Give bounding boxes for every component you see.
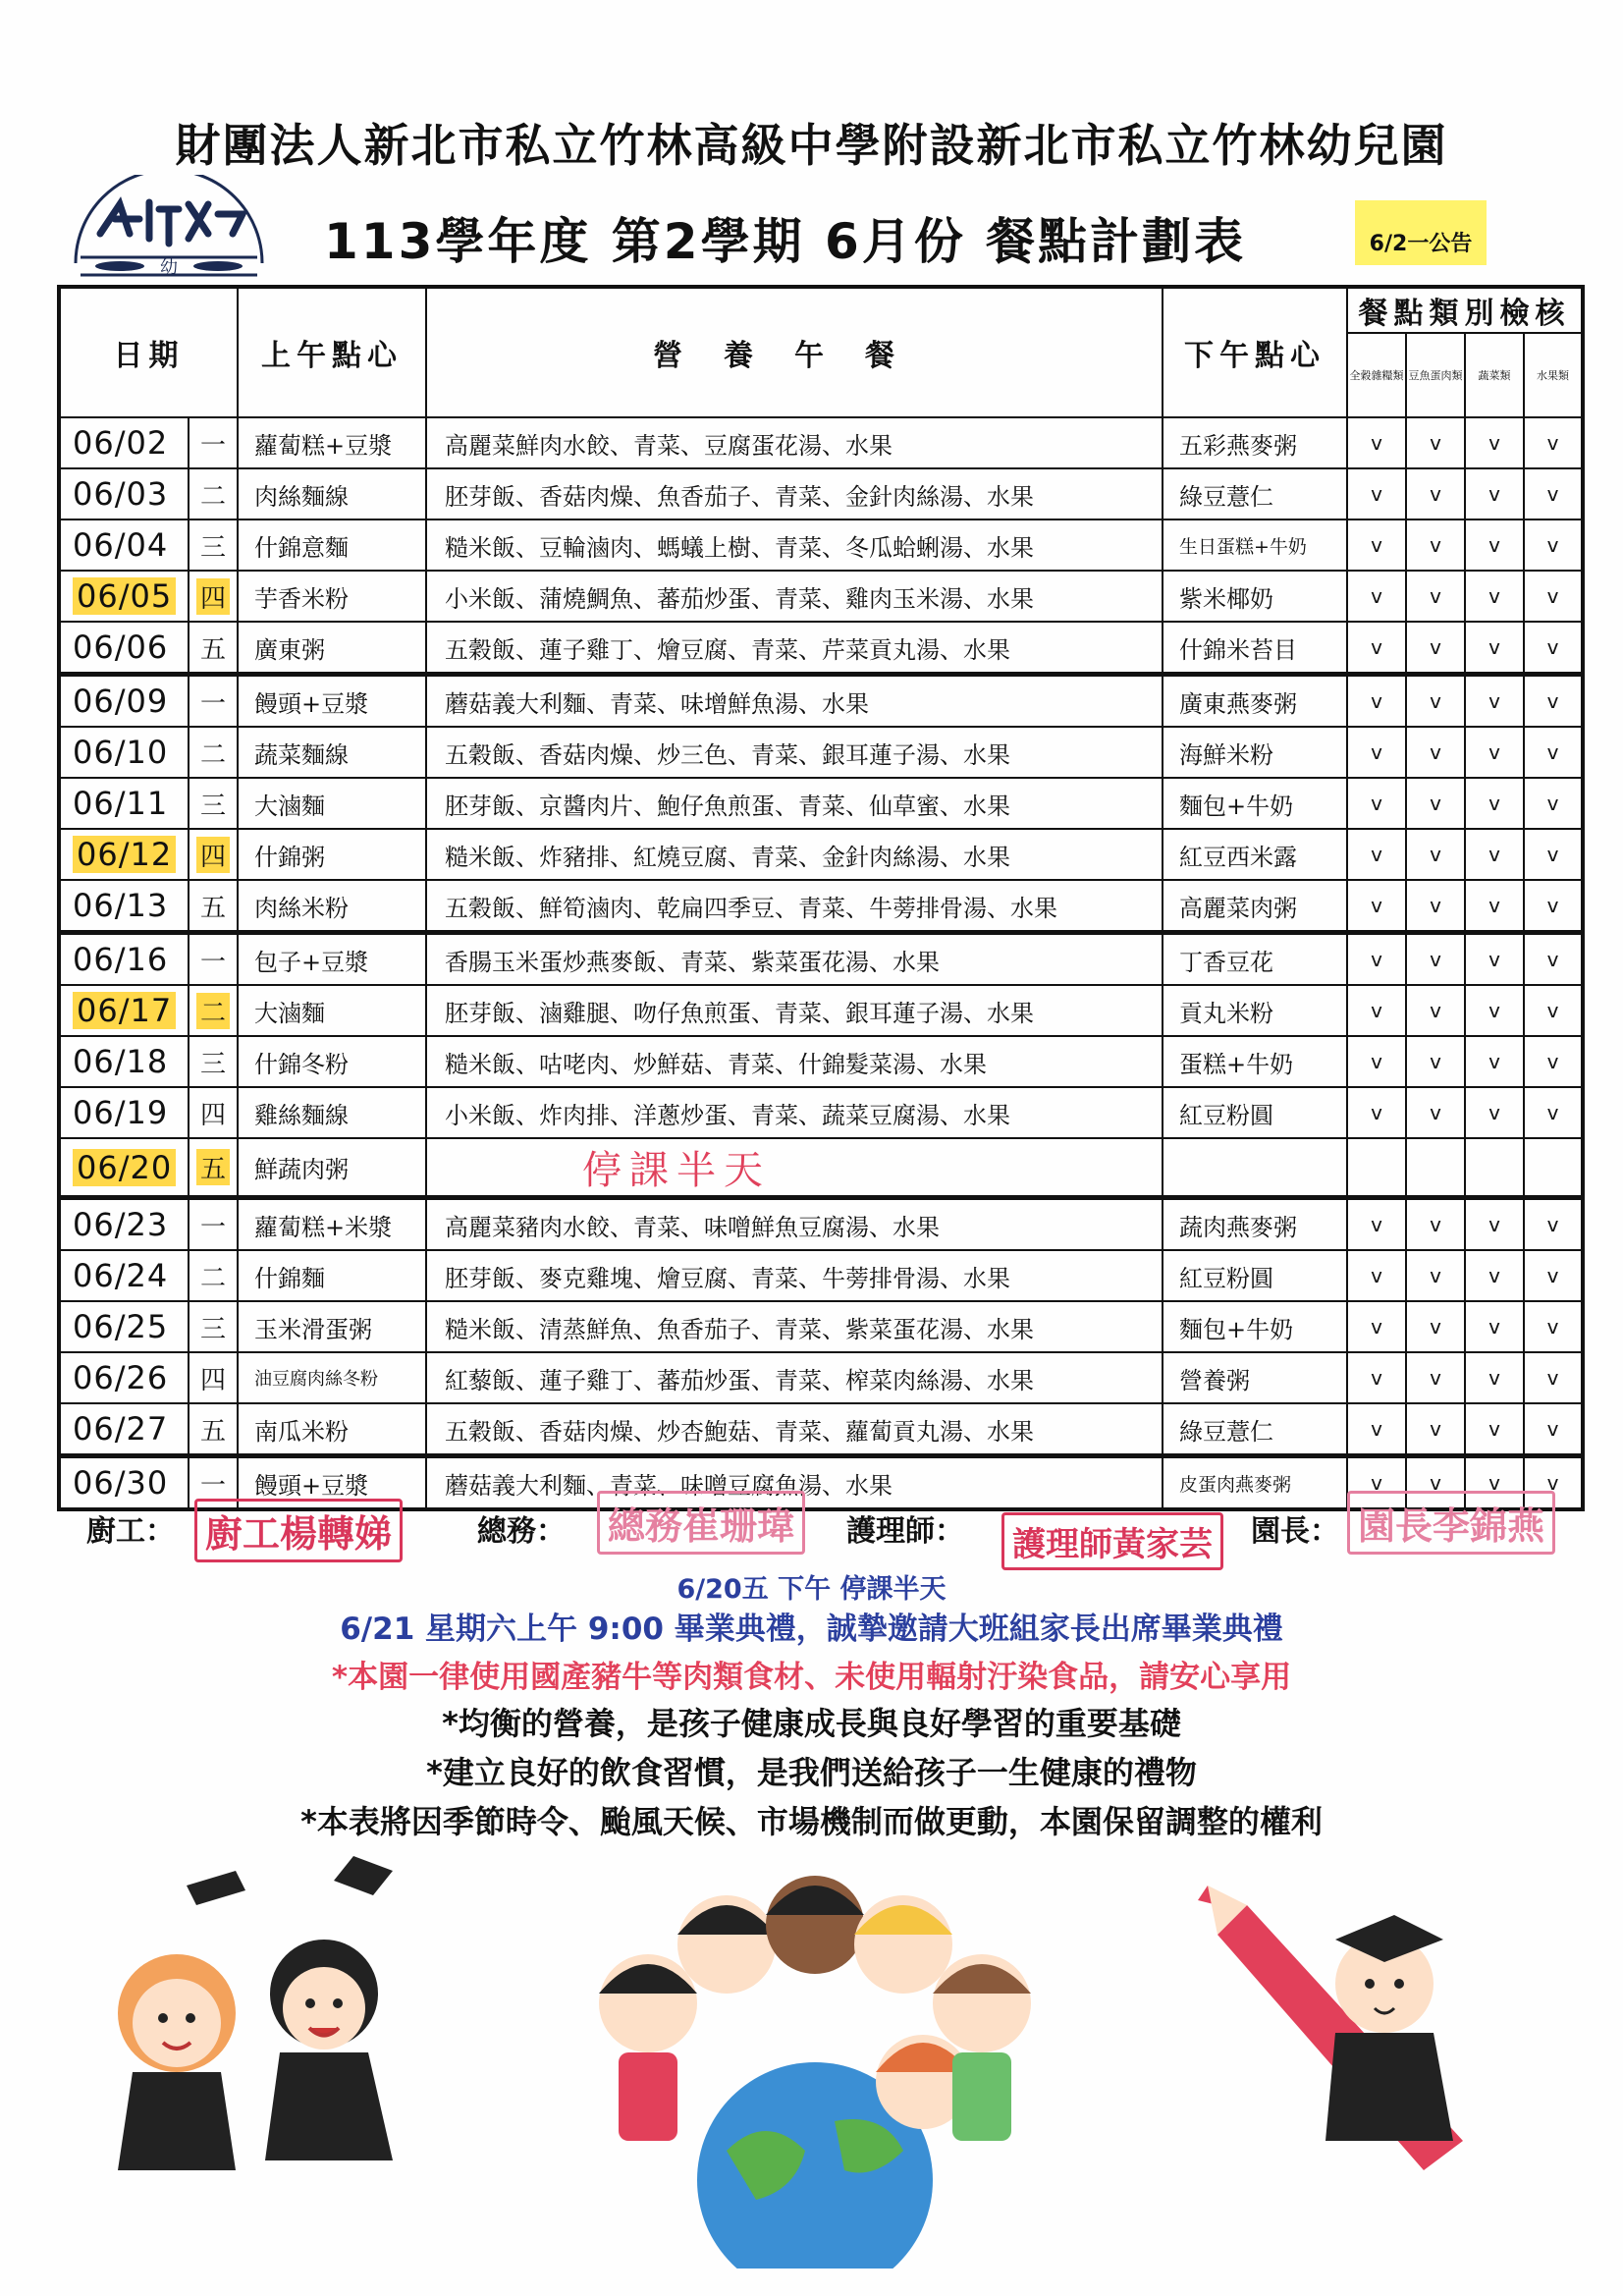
row-check-mark: v (1347, 571, 1406, 622)
row-lunch: 五穀飯、蓮子雞丁、燴豆腐、青菜、芹菜貢丸湯、水果 (426, 622, 1163, 675)
row-weekday: 五 (189, 1138, 238, 1198)
row-date: 06/27 (59, 1403, 189, 1456)
row-check-mark: v (1347, 1352, 1406, 1403)
row-check-mark: v (1524, 1087, 1583, 1138)
table-row (59, 829, 1583, 880)
row-lunch: 糙米飯、豆輪滷肉、螞蟻上樹、青菜、冬瓜蛤蜊湯、水果 (426, 519, 1163, 571)
row-afternoon-snack: 蔬肉燕麥粥 (1163, 1198, 1347, 1251)
row-weekday: 四 (189, 1087, 238, 1138)
row-check-mark: v (1347, 1456, 1406, 1510)
row-check-mark: v (1465, 468, 1524, 519)
meal-plan-table (57, 285, 1585, 1511)
row-check-mark: v (1347, 880, 1406, 933)
row-check-mark: v (1524, 622, 1583, 675)
row-lunch: 高麗菜豬肉水餃、青菜、味噌鮮魚豆腐湯、水果 (426, 1198, 1163, 1251)
row-date: 06/05 (59, 571, 189, 622)
org-name: 財團法人新北市私立竹林高級中學附設新北市私立竹林幼兒園 (175, 119, 1448, 172)
table-row (59, 417, 1583, 468)
row-morning-snack: 包子+豆漿 (238, 933, 426, 986)
row-check-mark: v (1465, 417, 1524, 468)
row-date: 06/17 (59, 985, 189, 1036)
row-morning-snack: 什錦冬粉 (238, 1036, 426, 1087)
row-afternoon-snack: 綠豆薏仁 (1163, 468, 1347, 519)
row-date: 06/10 (59, 727, 189, 778)
row-morning-snack: 大滷麵 (238, 778, 426, 829)
row-lunch: 糙米飯、咕咾肉、炒鮮菇、青菜、什錦髮菜湯、水果 (426, 1036, 1163, 1087)
row-morning-snack: 蘿蔔糕+豆漿 (238, 417, 426, 468)
row-check-mark: v (1465, 1403, 1524, 1456)
row-check-mark: v (1347, 1198, 1406, 1251)
row-date: 06/06 (59, 622, 189, 675)
row-afternoon-snack: 麵包+牛奶 (1163, 778, 1347, 829)
row-weekday: 五 (189, 622, 238, 675)
table-row (59, 1250, 1583, 1301)
table-row (59, 880, 1583, 933)
row-morning-snack: 蘿蔔糕+米漿 (238, 1198, 426, 1251)
row-afternoon-snack: 什錦米苔目 (1163, 622, 1347, 675)
row-lunch: 蘑菇義大利麵、青菜、味增鮮魚湯、水果 (426, 675, 1163, 728)
row-check-mark: v (1406, 571, 1465, 622)
row-date: 06/19 (59, 1087, 189, 1138)
row-lunch: 糙米飯、炸豬排、紅燒豆腐、青菜、金針肉絲湯、水果 (426, 829, 1163, 880)
row-check-mark: v (1465, 1352, 1524, 1403)
table-row (59, 985, 1583, 1036)
row-check-mark: v (1465, 571, 1524, 622)
row-check-mark: v (1524, 1352, 1583, 1403)
table-row (59, 933, 1583, 986)
row-lunch: 高麗菜鮮肉水餃、青菜、豆腐蛋花湯、水果 (426, 417, 1163, 468)
row-lunch: 五穀飯、鮮筍滷肉、乾扁四季豆、青菜、牛蒡排骨湯、水果 (426, 880, 1163, 933)
row-lunch: 小米飯、炸肉排、洋蔥炒蛋、青菜、蔬菜豆腐湯、水果 (426, 1087, 1163, 1138)
row-date: 06/20 (59, 1138, 189, 1198)
row-check-mark: v (1465, 829, 1524, 880)
director-stamp: 園長李錦燕 (1347, 1491, 1555, 1555)
row-check-mark: v (1347, 468, 1406, 519)
row-lunch: 胚芽飯、滷雞腿、吻仔魚煎蛋、青菜、銀耳蓮子湯、水果 (426, 985, 1163, 1036)
row-weekday: 五 (189, 1403, 238, 1456)
row-morning-snack: 饅頭+豆漿 (238, 1456, 426, 1510)
row-morning-snack: 什錦粥 (238, 829, 426, 880)
row-morning-snack: 什錦麵 (238, 1250, 426, 1301)
row-morning-snack: 南瓜米粉 (238, 1403, 426, 1456)
table-row (59, 571, 1583, 622)
row-date: 06/24 (59, 1250, 189, 1301)
row-check-mark: v (1347, 829, 1406, 880)
row-check-mark: v (1406, 933, 1465, 986)
header-morning-snack: 上午點心 (238, 287, 426, 417)
row-afternoon-snack: 丁香豆花 (1163, 933, 1347, 986)
table-row (59, 622, 1583, 675)
row-check-mark: v (1406, 727, 1465, 778)
admin-stamp: 總務崔珊瑋 (597, 1491, 805, 1555)
row-check-mark: v (1524, 1403, 1583, 1456)
row-check-mark: v (1347, 985, 1406, 1036)
table-row (59, 1138, 1583, 1198)
row-afternoon-snack: 皮蛋肉燕麥粥 (1163, 1456, 1347, 1510)
row-check-mark: v (1406, 1352, 1465, 1403)
row-check-mark: v (1347, 1087, 1406, 1138)
row-afternoon-snack: 蛋糕+牛奶 (1163, 1036, 1347, 1087)
row-check-mark: v (1465, 1198, 1524, 1251)
header-check: 餐點類別檢核 (1347, 287, 1583, 333)
row-afternoon-snack: 營養粥 (1163, 1352, 1347, 1403)
row-check-mark: v (1465, 1250, 1524, 1301)
row-check-mark: v (1347, 727, 1406, 778)
row-weekday: 二 (189, 1250, 238, 1301)
table-row (59, 519, 1583, 571)
row-date: 06/11 (59, 778, 189, 829)
row-afternoon-snack (1163, 1138, 1347, 1198)
row-afternoon-snack: 廣東燕麥粥 (1163, 675, 1347, 728)
row-check-mark: v (1465, 1036, 1524, 1087)
row-check-mark: v (1524, 829, 1583, 880)
header-date: 日期 (59, 287, 238, 417)
row-morning-snack: 大滷麵 (238, 985, 426, 1036)
row-lunch: 胚芽飯、京醬肉片、鮑仔魚煎蛋、青菜、仙草蜜、水果 (426, 778, 1163, 829)
row-check-mark: v (1406, 1087, 1465, 1138)
row-lunch: 紅藜飯、蓮子雞丁、蕃茄炒蛋、青菜、榨菜肉絲湯、水果 (426, 1352, 1163, 1403)
row-check-mark: v (1347, 778, 1406, 829)
cook-label: 廚工： (86, 1514, 175, 1549)
row-morning-snack: 鮮蔬肉粥 (238, 1138, 426, 1198)
row-morning-snack: 玉米滑蛋粥 (238, 1301, 426, 1352)
row-morning-snack: 芋香米粉 (238, 571, 426, 622)
row-afternoon-snack: 貢丸米粉 (1163, 985, 1347, 1036)
row-lunch: 蘑菇義大利麵、青菜、味噌豆腐魚湯、水果 (426, 1456, 1163, 1510)
row-date: 06/02 (59, 417, 189, 468)
row-check-mark: v (1524, 1250, 1583, 1301)
cook-stamp: 廚工楊轉娣 (194, 1499, 403, 1562)
plan-title: 113學年度 第2學期 6月份 餐點計劃表 (324, 213, 1247, 270)
row-check-mark: v (1347, 1036, 1406, 1087)
table-row (59, 468, 1583, 519)
row-lunch: 小米飯、蒲燒鯛魚、蕃茄炒蛋、青菜、雞肉玉米湯、水果 (426, 571, 1163, 622)
row-check-mark (1465, 1138, 1524, 1198)
row-check-mark: v (1406, 519, 1465, 571)
row-weekday: 一 (189, 417, 238, 468)
graduation-note: 6/21 星期六上午 9:00 畢業典禮，誠摯邀請大班組家長出席畢業典禮 (340, 1612, 1283, 1647)
row-date: 06/09 (59, 675, 189, 728)
row-weekday: 二 (189, 468, 238, 519)
nurse-label: 護理師： (846, 1514, 964, 1549)
row-afternoon-snack: 紅豆粉圓 (1163, 1087, 1347, 1138)
row-weekday: 一 (189, 933, 238, 986)
row-weekday: 二 (189, 727, 238, 778)
row-check-mark: v (1465, 778, 1524, 829)
table-row (59, 727, 1583, 778)
row-check-mark: v (1406, 778, 1465, 829)
row-date: 06/03 (59, 468, 189, 519)
row-check-mark: v (1347, 622, 1406, 675)
table-row (59, 778, 1583, 829)
row-morning-snack: 廣東粥 (238, 622, 426, 675)
row-afternoon-snack: 高麗菜肉粥 (1163, 880, 1347, 933)
row-lunch: 五穀飯、香菇肉燥、炒杏鮑菇、青菜、蘿蔔貢丸湯、水果 (426, 1403, 1163, 1456)
row-check-mark: v (1406, 417, 1465, 468)
meat-note: *本園一律使用國產豬牛等肉類食材、未使用輻射汙染食品，請安心享用 (331, 1660, 1292, 1695)
row-date: 06/16 (59, 933, 189, 986)
table-row (59, 1403, 1583, 1456)
row-morning-snack: 雞絲麵線 (238, 1087, 426, 1138)
row-date: 06/18 (59, 1036, 189, 1087)
row-check-mark: v (1465, 1456, 1524, 1510)
row-check-mark: v (1347, 1250, 1406, 1301)
row-check-mark: v (1347, 1403, 1406, 1456)
note-habits: *建立良好的飲食習慣，是我們送給孩子一生健康的禮物 (426, 1754, 1197, 1791)
row-check-mark: v (1406, 1036, 1465, 1087)
row-afternoon-snack: 綠豆薏仁 (1163, 1403, 1347, 1456)
row-check-mark: v (1465, 675, 1524, 728)
row-date: 06/12 (59, 829, 189, 880)
row-weekday: 四 (189, 571, 238, 622)
row-check-mark: v (1524, 933, 1583, 986)
half-day-handwritten: 停課半天 (582, 1148, 771, 1193)
admin-label: 總務： (477, 1514, 566, 1549)
row-lunch: 糙米飯、清蒸鮮魚、魚香茄子、青菜、紫菜蛋花湯、水果 (426, 1301, 1163, 1352)
row-morning-snack: 油豆腐肉絲冬粉 (238, 1352, 426, 1403)
row-check-mark: v (1406, 1403, 1465, 1456)
row-check-mark: v (1406, 675, 1465, 728)
notice-badge: 6/2一公告 (1355, 200, 1487, 265)
row-check-mark: v (1347, 1301, 1406, 1352)
row-check-mark: v (1406, 1301, 1465, 1352)
row-check-mark: v (1524, 1301, 1583, 1352)
row-check-mark: v (1406, 985, 1465, 1036)
row-check-mark: v (1524, 675, 1583, 728)
row-check-mark: v (1465, 880, 1524, 933)
table-row (59, 1352, 1583, 1403)
row-check-mark: v (1347, 519, 1406, 571)
row-check-mark: v (1524, 468, 1583, 519)
row-date: 06/23 (59, 1198, 189, 1251)
graduates-illustration (98, 1846, 432, 2170)
header-check-veg: 蔬菜類 (1465, 333, 1524, 417)
row-weekday: 三 (189, 1036, 238, 1087)
row-check-mark: v (1465, 519, 1524, 571)
row-check-mark: v (1524, 985, 1583, 1036)
row-weekday: 二 (189, 985, 238, 1036)
logo-text: 幼 (160, 257, 178, 278)
row-morning-snack: 什錦意麵 (238, 519, 426, 571)
row-weekday: 一 (189, 675, 238, 728)
row-check-mark: v (1524, 1456, 1583, 1510)
table-row (59, 1036, 1583, 1087)
row-check-mark: v (1406, 1198, 1465, 1251)
row-check-mark (1524, 1138, 1583, 1198)
header-lunch: 營養午餐 (426, 287, 1163, 417)
nurse-stamp: 護理師黃家芸 (1001, 1512, 1223, 1570)
row-morning-snack: 肉絲米粉 (238, 880, 426, 933)
row-weekday: 一 (189, 1198, 238, 1251)
row-check-mark: v (1347, 417, 1406, 468)
row-date: 06/30 (59, 1456, 189, 1510)
row-check-mark: v (1347, 675, 1406, 728)
row-lunch: 胚芽飯、香菇肉燥、魚香茄子、青菜、金針肉絲湯、水果 (426, 468, 1163, 519)
row-check-mark: v (1524, 1036, 1583, 1087)
row-weekday: 三 (189, 1301, 238, 1352)
row-afternoon-snack: 麵包+牛奶 (1163, 1301, 1347, 1352)
row-check-mark: v (1406, 468, 1465, 519)
row-weekday: 三 (189, 519, 238, 571)
row-check-mark: v (1406, 829, 1465, 880)
school-logo (61, 175, 277, 283)
row-check-mark: v (1524, 778, 1583, 829)
row-afternoon-snack: 五彩燕麥粥 (1163, 417, 1347, 468)
header-check-protein: 豆魚蛋肉類 (1406, 333, 1465, 417)
row-morning-snack: 肉絲麵線 (238, 468, 426, 519)
row-check-mark: v (1406, 880, 1465, 933)
row-check-mark: v (1524, 417, 1583, 468)
row-check-mark (1347, 1138, 1406, 1198)
row-weekday: 四 (189, 1352, 238, 1403)
row-afternoon-snack: 海鮮米粉 (1163, 727, 1347, 778)
row-check-mark: v (1406, 622, 1465, 675)
note-nutrition: *均衡的營養，是孩子健康成長與良好學習的重要基礎 (442, 1705, 1181, 1742)
row-afternoon-snack: 紫米椰奶 (1163, 571, 1347, 622)
row-lunch: 香腸玉米蛋炒燕麥飯、青菜、紫菜蛋花湯、水果 (426, 933, 1163, 986)
row-lunch: 五穀飯、香菇肉燥、炒三色、青菜、銀耳蓮子湯、水果 (426, 727, 1163, 778)
signature-area (79, 1499, 1571, 1567)
row-afternoon-snack: 紅豆粉圓 (1163, 1250, 1347, 1301)
row-weekday: 四 (189, 829, 238, 880)
row-weekday: 五 (189, 880, 238, 933)
row-check-mark: v (1524, 727, 1583, 778)
row-check-mark: v (1465, 727, 1524, 778)
row-check-mark: v (1524, 519, 1583, 571)
row-check-mark: v (1465, 622, 1524, 675)
row-check-mark: v (1465, 985, 1524, 1036)
row-check-mark: v (1465, 1301, 1524, 1352)
row-check-mark: v (1347, 933, 1406, 986)
table-row (59, 1198, 1583, 1251)
row-lunch: 胚芽飯、麥克雞塊、燴豆腐、青菜、牛蒡排骨湯、水果 (426, 1250, 1163, 1301)
table-row (59, 675, 1583, 728)
pencil-graduate-illustration (1188, 1846, 1512, 2180)
row-morning-snack: 蔬菜麵線 (238, 727, 426, 778)
row-check-mark: v (1524, 1198, 1583, 1251)
row-check-mark (1406, 1138, 1465, 1198)
row-check-mark: v (1524, 880, 1583, 933)
row-date: 06/25 (59, 1301, 189, 1352)
row-afternoon-snack: 紅豆西米露 (1163, 829, 1347, 880)
children-globe-illustration (550, 1856, 1080, 2269)
table-row (59, 1087, 1583, 1138)
row-check-mark: v (1406, 1250, 1465, 1301)
row-date: 06/26 (59, 1352, 189, 1403)
row-afternoon-snack: 生日蛋糕+牛奶 (1163, 519, 1347, 571)
row-lunch (426, 1138, 1163, 1198)
row-check-mark: v (1524, 571, 1583, 622)
row-morning-snack: 饅頭+豆漿 (238, 675, 426, 728)
row-check-mark: v (1465, 933, 1524, 986)
row-date: 06/13 (59, 880, 189, 933)
director-label: 園長： (1251, 1514, 1339, 1549)
header-check-grain: 全穀雜糧類 (1347, 333, 1406, 417)
note-adjustment: *本表將因季節時令、颱風天候、市場機制而做更動，本園保留調整的權利 (300, 1803, 1323, 1840)
row-date: 06/04 (59, 519, 189, 571)
row-weekday: 三 (189, 778, 238, 829)
table-row (59, 1301, 1583, 1352)
row-check-mark: v (1406, 1456, 1465, 1510)
row-check-mark: v (1465, 1087, 1524, 1138)
row-weekday: 一 (189, 1456, 238, 1510)
half-day-note: 6/20五 下午 停課半天 (676, 1574, 947, 1605)
header-check-fruit: 水果類 (1524, 333, 1583, 417)
header-afternoon-snack: 下午點心 (1163, 287, 1347, 417)
